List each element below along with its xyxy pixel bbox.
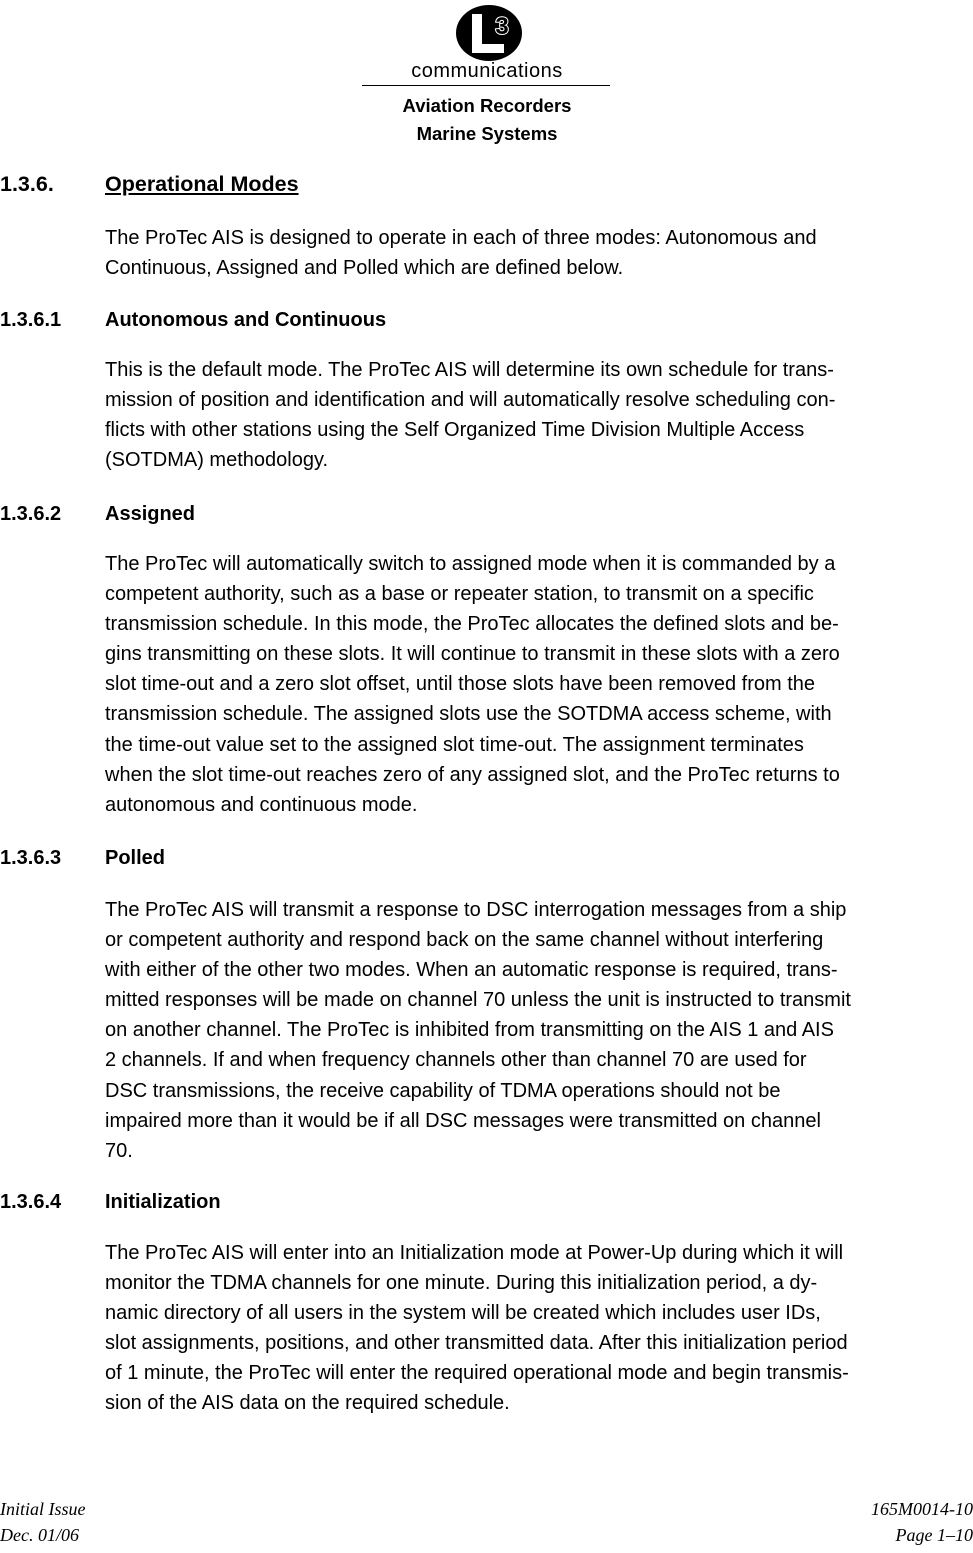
text-line: (SOTDMA) methodology. xyxy=(105,449,329,472)
text-line: DSC transmissions, the receive capability of TDMA operations should not be xyxy=(105,1079,781,1102)
paragraph-polled xyxy=(105,895,973,1166)
text-line: gins transmitting on these slots. It will continue to transmit in these slots with a zero xyxy=(105,643,840,666)
text-line: namic directory of all users in the system will be created which includes user IDs, xyxy=(105,1302,821,1325)
section-number: 1.3.6.3 xyxy=(0,847,62,869)
header-line-2: Marine Systems xyxy=(416,123,558,144)
page-header xyxy=(0,0,973,160)
text-line: mission of position and identification and will automatically resolve scheduling con- xyxy=(105,389,836,412)
text-line: impaired more than it would be if all DSC messages were transmitted on channel xyxy=(105,1109,821,1132)
paragraph-initialization xyxy=(105,1238,973,1419)
text-line: on another channel. The ProTec is inhibited from transmitting on the AIS 1 and AIS xyxy=(105,1019,834,1042)
footer-issue-date: Dec. 01/06 xyxy=(0,1525,79,1545)
text-line: when the slot time-out reaches zero of any assigned slot, and the ProTec returns to xyxy=(105,763,840,786)
footer-page-number: Page 1–10 xyxy=(895,1525,973,1545)
text-line: The ProTec AIS will enter into an Initialization mode at Power-Up during which it will xyxy=(105,1242,844,1264)
svg-text:3: 3 xyxy=(495,13,509,40)
paragraph-intro xyxy=(105,223,973,283)
text-line: autonomous and continuous mode. xyxy=(105,793,418,816)
section-title: Polled xyxy=(105,847,166,869)
paragraph-assigned xyxy=(105,549,973,820)
text-line: The ProTec AIS is designed to operate in each of three modes: Autonomous and xyxy=(105,227,817,249)
section-number: 1.3.6.2 xyxy=(0,503,62,525)
footer-issue xyxy=(0,1496,86,1548)
text-line: transmission schedule. In this mode, the ProTec allocates the defined slots and be- xyxy=(105,613,839,636)
footer-document-number: 165M0014-10 xyxy=(871,1499,973,1519)
text-line: flicts with other stations using the Self Organized Time Division Multiple Access xyxy=(105,419,805,442)
header-rule xyxy=(362,85,610,86)
text-line: with either of the other two modes. When an automatic response is required, trans- xyxy=(105,959,838,982)
text-line: 2 channels. If and when frequency channels other than channel 70 are used for xyxy=(105,1049,807,1072)
section-title: Operational Modes xyxy=(105,172,299,196)
text-line: sion of the AIS data on the required schedule. xyxy=(105,1392,510,1415)
text-line: Continuous, Assigned and Polled which are defined below. xyxy=(105,257,624,280)
logo-wordmark: communications xyxy=(411,60,563,82)
paragraph-autonomous xyxy=(105,355,973,475)
text-line: monitor the TDMA channels for one minute. During this initialization period, a dy- xyxy=(105,1272,818,1295)
text-line: This is the default mode. The ProTec AIS will determine its own schedule for trans- xyxy=(105,359,834,381)
section-number: 1.3.6.1 xyxy=(0,309,62,331)
text-line: slot assignments, positions, and other transmitted data. After this initialization period xyxy=(105,1332,848,1355)
text-line: The ProTec AIS will transmit a response to DSC interrogation messages from a ship xyxy=(105,899,847,921)
text-line: slot time-out and a zero slot offset, until those slots have been removed from the xyxy=(105,673,816,696)
section-number: 1.3.6. xyxy=(0,172,54,196)
text-line: transmission schedule. The assigned slots use the SOTDMA access scheme, with xyxy=(105,703,832,726)
section-title: Initialization xyxy=(105,1191,221,1213)
section-number: 1.3.6.4 xyxy=(0,1191,62,1213)
text-line: competent authority, such as a base or repeater station, to transmit on a specific xyxy=(105,583,814,606)
footer-issue-label: Initial Issue xyxy=(0,1499,86,1519)
footer-document-ref xyxy=(871,1496,973,1548)
text-line: the time-out value set to the assigned slot time-out. The assignment terminates xyxy=(105,733,804,756)
text-line: of 1 minute, the ProTec will enter the required operational mode and begin transmis- xyxy=(105,1362,849,1385)
section-title: Assigned xyxy=(105,503,196,525)
page-footer xyxy=(0,1496,973,1553)
text-line: 70. xyxy=(105,1139,133,1162)
text-line: The ProTec will automatically switch to assigned mode when it is commanded by a xyxy=(105,553,836,575)
text-line: or competent authority and respond back on the same channel without interfering xyxy=(105,929,824,952)
section-title: Autonomous and Continuous xyxy=(105,309,387,331)
text-line: mitted responses will be made on channel 70 unless the unit is instructed to transmit xyxy=(105,989,851,1012)
l3-logo-icon xyxy=(455,4,523,62)
header-line-1: Aviation Recorders xyxy=(402,95,572,116)
